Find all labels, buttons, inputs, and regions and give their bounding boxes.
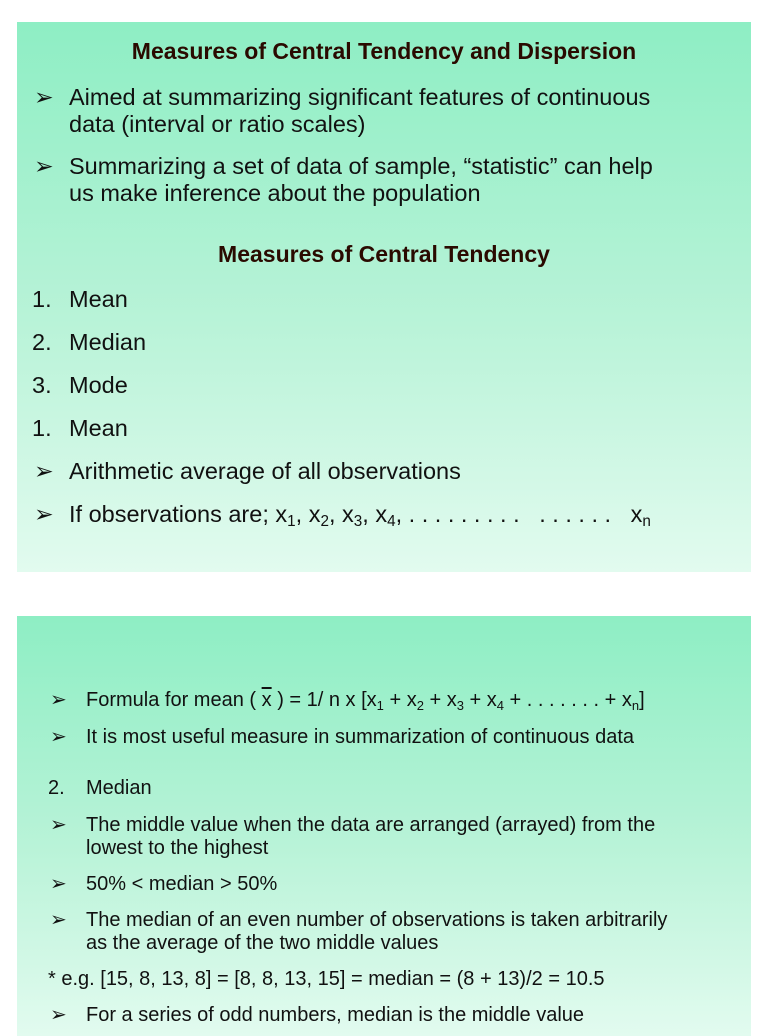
bullet-arrow-icon: ➢ — [50, 689, 67, 711]
bullet-text: Arithmetic average of all observations — [69, 458, 461, 484]
list-item: Median — [69, 329, 147, 355]
observations-prefix: If observations are; — [69, 501, 276, 527]
bullet-text: 50% < median > 50% — [86, 873, 278, 895]
bullet-text: For a series of odd numbers, median is the middle value — [86, 1004, 585, 1026]
bullet-arrow-icon: ➢ — [50, 909, 67, 931]
slide-2 — [17, 616, 751, 1036]
bullet-text: lowest to the highest — [86, 837, 269, 859]
list-number: 3. — [32, 372, 52, 398]
list-item: Median — [86, 777, 152, 799]
list-number: 1. — [32, 286, 52, 312]
bullet-text: us make inference about the population — [69, 180, 481, 206]
observations-line: If observations are; $x_1$, $x_2$, $x_3$, $x_4$, . . . . . . . . . . . . . . . $x_n$ — [69, 501, 651, 530]
list-number: 1. — [32, 415, 52, 441]
observations-dots: . . . . . . . . . . . . . . . — [408, 501, 612, 527]
bullet-text: Aimed at summarizing significant features of continuous — [69, 84, 651, 110]
bullet-arrow-icon: ➢ — [34, 84, 54, 110]
list-item: Mean — [69, 415, 128, 441]
list-number: 2. — [32, 329, 52, 355]
bullet-arrow-icon: ➢ — [34, 153, 54, 179]
bullet-text: It is most useful measure in summarization of continuous data — [86, 726, 635, 748]
mean-formula: Formula for mean ( $\overline{x}$ ) = 1/ n x [$x_1 + x_2 + x_3 + x_4$ + . . . . . . . + $x_n$] — [86, 689, 645, 713]
bullet-arrow-icon: ➢ — [34, 458, 54, 484]
slide-1 — [17, 22, 751, 572]
median-example: * e.g. [15, 8, 13, 8] = [8, 8, 13, 15] = median = (8 + 13)/2 = 10.5 — [48, 968, 605, 990]
bullet-arrow-icon: ➢ — [50, 814, 67, 836]
bullet-arrow-icon: ➢ — [34, 501, 54, 527]
slide-1-title: Measures of Central Tendency and Dispersion — [131, 38, 637, 64]
bullet-text: The middle value when the data are arranged (arrayed) from the — [86, 814, 656, 836]
bullet-text: The median of an even number of observations is taken arbitrarily — [86, 909, 668, 931]
list-number: 2. — [48, 777, 65, 799]
section-heading: Measures of Central Tendency — [218, 241, 550, 267]
list-item: Mean — [69, 286, 128, 312]
bullet-text: data (interval or ratio scales) — [69, 111, 366, 137]
bullet-arrow-icon: ➢ — [50, 873, 67, 895]
bullet-arrow-icon: ➢ — [50, 1004, 67, 1026]
bullet-text: Summarizing a set of data of sample, “statistic” can help — [69, 153, 653, 179]
x-bar: $\overline{x}$ — [261, 689, 272, 711]
bullet-arrow-icon: ➢ — [50, 726, 67, 748]
bullet-text: as the average of the two middle values — [86, 932, 439, 954]
list-item: Mode — [69, 372, 128, 398]
